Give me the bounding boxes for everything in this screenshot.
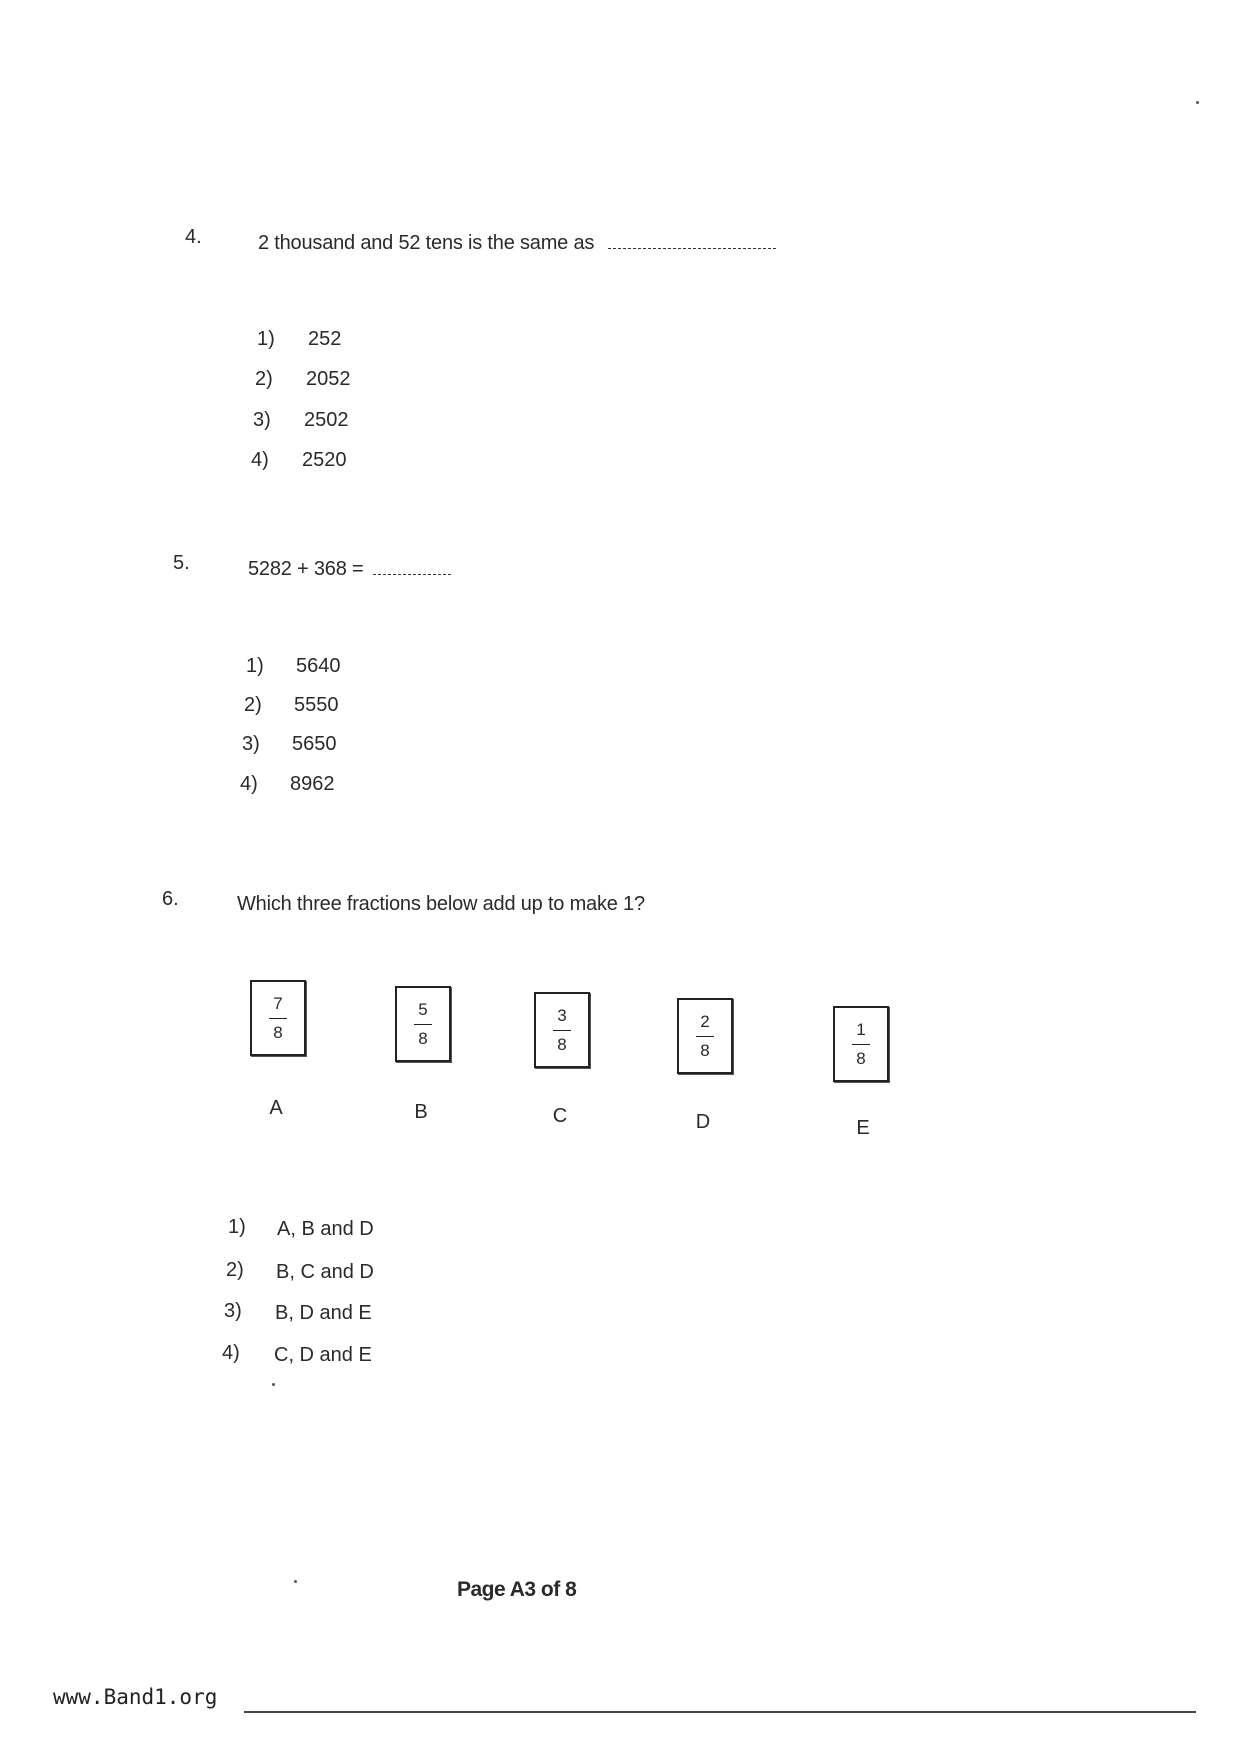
q5-option-1-number: 1) xyxy=(246,655,264,677)
q4-option-1-number: 1) xyxy=(257,328,275,350)
q6-option-1-number: 1) xyxy=(228,1216,246,1238)
fraction-bar xyxy=(553,1030,571,1031)
fraction-card-c xyxy=(534,992,590,1068)
q5-option-2-value: 5550 xyxy=(294,694,339,716)
fraction-label-c: C xyxy=(552,1105,568,1127)
fraction-numerator: 3 xyxy=(557,1005,567,1025)
answer-blank xyxy=(373,556,451,575)
q5-option-4-value: 8962 xyxy=(290,773,335,795)
question-4-stem-text: 2 thousand and 52 tens is the same as xyxy=(258,232,595,254)
fraction-card-d xyxy=(677,998,733,1074)
fraction-denominator: 8 xyxy=(700,1040,710,1060)
question-4-stem xyxy=(258,230,776,255)
page-number: Page A3 of 8 xyxy=(457,1578,577,1601)
q4-option-4-value: 2520 xyxy=(302,449,347,471)
question-6-number: 6. xyxy=(162,888,179,910)
fraction-bar xyxy=(269,1018,287,1019)
footer-rule xyxy=(244,1711,1196,1713)
q5-option-2-number: 2) xyxy=(244,694,262,716)
q6-option-4-value: C, D and E xyxy=(274,1344,372,1366)
fraction-bar xyxy=(696,1036,714,1037)
scan-speck xyxy=(272,1383,275,1386)
q4-option-4-number: 4) xyxy=(251,449,269,471)
fraction-label-a: A xyxy=(269,1097,283,1119)
q4-option-2-number: 2) xyxy=(255,368,273,390)
answer-blank xyxy=(608,230,776,249)
q5-option-3-value: 5650 xyxy=(292,733,337,755)
fraction-numerator: 2 xyxy=(700,1011,710,1031)
question-4-number: 4. xyxy=(185,226,202,248)
scan-speck xyxy=(1196,101,1199,104)
fraction-card-e xyxy=(833,1006,889,1082)
fraction-numerator: 5 xyxy=(418,999,428,1019)
q4-option-1-value: 252 xyxy=(308,328,342,350)
question-6-stem: Which three fractions below add up to make 1? xyxy=(237,893,645,915)
question-5-stem xyxy=(248,556,451,581)
q6-option-2-number: 2) xyxy=(226,1259,244,1281)
scan-speck xyxy=(294,1580,297,1583)
fraction-denominator: 8 xyxy=(856,1048,866,1068)
fraction-denominator: 8 xyxy=(273,1022,283,1042)
q4-option-3-number: 3) xyxy=(253,409,271,431)
q6-option-3-value: B, D and E xyxy=(275,1302,372,1324)
q4-option-3-value: 2502 xyxy=(304,409,349,431)
q4-option-2-value: 2052 xyxy=(306,368,351,390)
fraction-label-b: B xyxy=(414,1101,428,1123)
question-5-stem-text: 5282 + 368 = xyxy=(248,558,364,580)
q6-option-2-value: B, C and D xyxy=(276,1261,374,1283)
q6-option-4-number: 4) xyxy=(222,1342,240,1364)
q6-option-1-value: A, B and D xyxy=(277,1218,374,1240)
q6-option-3-number: 3) xyxy=(224,1300,242,1322)
fraction-numerator: 1 xyxy=(856,1019,866,1039)
website-footer: www.Band1.org xyxy=(53,1685,218,1709)
q5-option-1-value: 5640 xyxy=(296,655,341,677)
fraction-numerator: 7 xyxy=(273,993,283,1013)
fraction-denominator: 8 xyxy=(418,1028,428,1048)
q5-option-3-number: 3) xyxy=(242,733,260,755)
fraction-label-d: D xyxy=(695,1111,711,1133)
fraction-card-a xyxy=(250,980,306,1056)
fraction-denominator: 8 xyxy=(557,1034,567,1054)
fraction-card-b xyxy=(395,986,451,1062)
fraction-bar xyxy=(852,1044,870,1045)
question-5-number: 5. xyxy=(173,552,190,574)
q5-option-4-number: 4) xyxy=(240,773,258,795)
fraction-bar xyxy=(414,1024,432,1025)
fraction-label-e: E xyxy=(856,1117,870,1139)
